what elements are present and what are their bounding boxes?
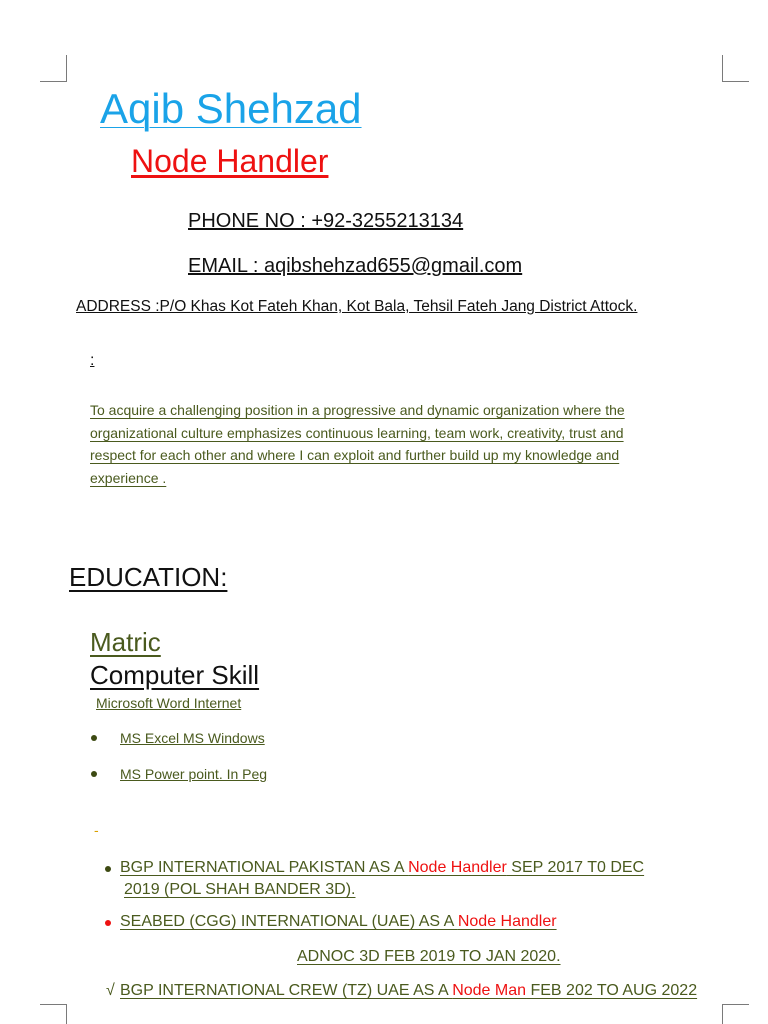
- crop-mark-bottom-right-horizontal: [722, 1004, 749, 1005]
- crop-mark-bottom-left-vertical: [66, 1004, 67, 1024]
- skill-item: MS Power point. In Peg: [120, 766, 268, 782]
- experience-entry: BGP INTERNATIONAL PAKISTAN AS A Node Handler SEP 2017 T0 DEC: [120, 859, 645, 876]
- experience-role: Node Handler: [408, 859, 507, 876]
- objective-paragraph: [90, 399, 680, 489]
- skill-item: Microsoft Word Internet: [96, 695, 242, 711]
- objective-line: organizational culture emphasizes continuous learning, team work, creativity, trust and: [90, 424, 624, 441]
- email-address: EMAIL : aqibshehzad655@gmail.com: [188, 255, 523, 277]
- crop-mark-bottom-right-vertical: [722, 1004, 723, 1024]
- experience-entry-continuation: 2019 (POL SHAH BANDER 3D).: [124, 881, 356, 898]
- candidate-name: Aqib Shehzad: [100, 85, 362, 132]
- education-heading: EDUCATION:: [69, 562, 228, 592]
- objective-line: To acquire a challenging position in a progressive and dynamic organization where the: [90, 402, 625, 418]
- candidate-role: Node Handler: [131, 143, 329, 179]
- education-matric: Matric: [90, 627, 161, 657]
- crop-mark-top-left-vertical: [66, 55, 67, 82]
- postal-address: ADDRESS :P/O Khas Kot Fateh Khan, Kot Bala, Tehsil Fateh Jang District Attock.: [76, 298, 638, 315]
- experience-role: Node Man: [452, 982, 527, 999]
- crop-mark-top-left-horizontal: [40, 81, 67, 82]
- bullet-icon: [91, 771, 97, 777]
- crop-mark-bottom-left-horizontal: [40, 1004, 67, 1005]
- computer-skill-heading: Computer Skill: [90, 660, 260, 690]
- objective-line: respect for each other and where I can exploit and further build up my knowledge and: [90, 447, 620, 463]
- bullet-icon: [105, 866, 111, 872]
- skill-item: MS Excel MS Windows: [120, 730, 265, 746]
- experience-role: Node Handler: [457, 913, 557, 930]
- bullet-icon: [91, 735, 97, 741]
- experience-entry-continuation: ADNOC 3D FEB 2019 TO JAN 2020.: [297, 948, 561, 965]
- crop-mark-top-right-vertical: [722, 55, 723, 82]
- check-icon: √: [106, 982, 115, 999]
- objective-line: experience .: [90, 469, 167, 486]
- experience-entry: BGP INTERNATIONAL CREW (TZ) UAE AS A Node Man FEB 202 TO AUG 2022: [120, 982, 698, 999]
- experience-marker: -: [94, 822, 99, 838]
- objective-marker: :: [90, 352, 95, 369]
- bullet-icon: [105, 920, 111, 926]
- crop-mark-top-right-horizontal: [722, 81, 749, 82]
- experience-entry: SEABED (CGG) INTERNATIONAL (UAE) AS A Node Handler: [120, 913, 557, 930]
- phone-number: PHONE NO : +92-3255213134: [188, 210, 464, 232]
